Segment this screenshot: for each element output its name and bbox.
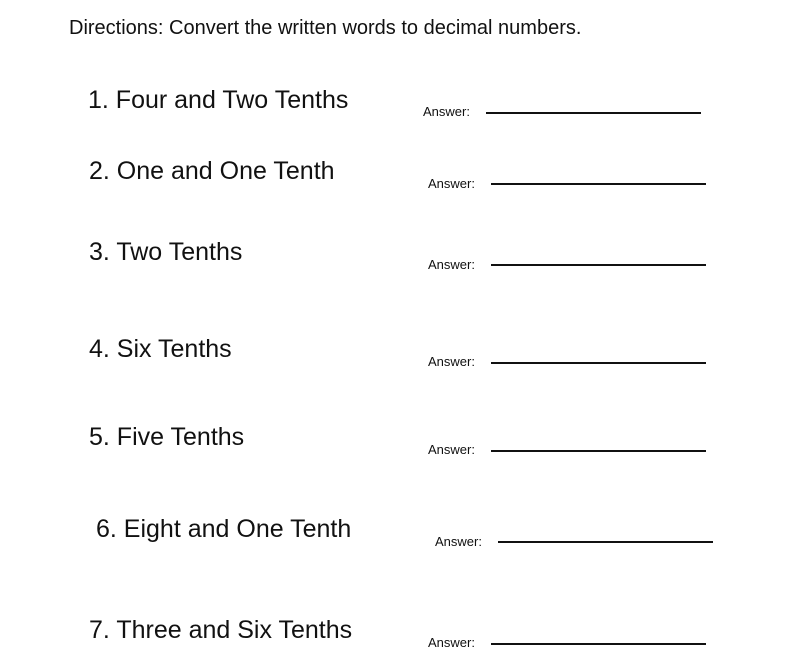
answer-line-3[interactable] [491,264,706,266]
answer-label-2: Answer: [428,176,475,191]
problem-1: 1. Four and Two Tenths [88,86,349,114]
answer-line-1[interactable] [486,112,701,114]
directions: Directions: Convert the written words to decimal numbers. [69,17,582,39]
answer-line-7[interactable] [491,643,706,645]
answer-label-3: Answer: [428,257,475,272]
problem-7: 7. Three and Six Tenths [89,616,353,644]
answer-label-6: Answer: [435,534,482,549]
answer-line-2[interactable] [491,183,706,185]
answer-label-1: Answer: [423,104,470,119]
problem-4: 4. Six Tenths [89,335,232,363]
problem-5: 5. Five Tenths [89,423,245,451]
answer-label-4: Answer: [428,354,475,369]
answer-line-5[interactable] [491,450,706,452]
answer-label-7: Answer: [428,635,475,650]
problem-6: 6. Eight and One Tenth [96,515,352,543]
answer-line-6[interactable] [498,541,713,543]
problem-3: 3. Two Tenths [89,238,243,266]
problem-2: 2. One and One Tenth [89,157,335,185]
answer-label-5: Answer: [428,442,475,457]
answer-line-4[interactable] [491,362,706,364]
